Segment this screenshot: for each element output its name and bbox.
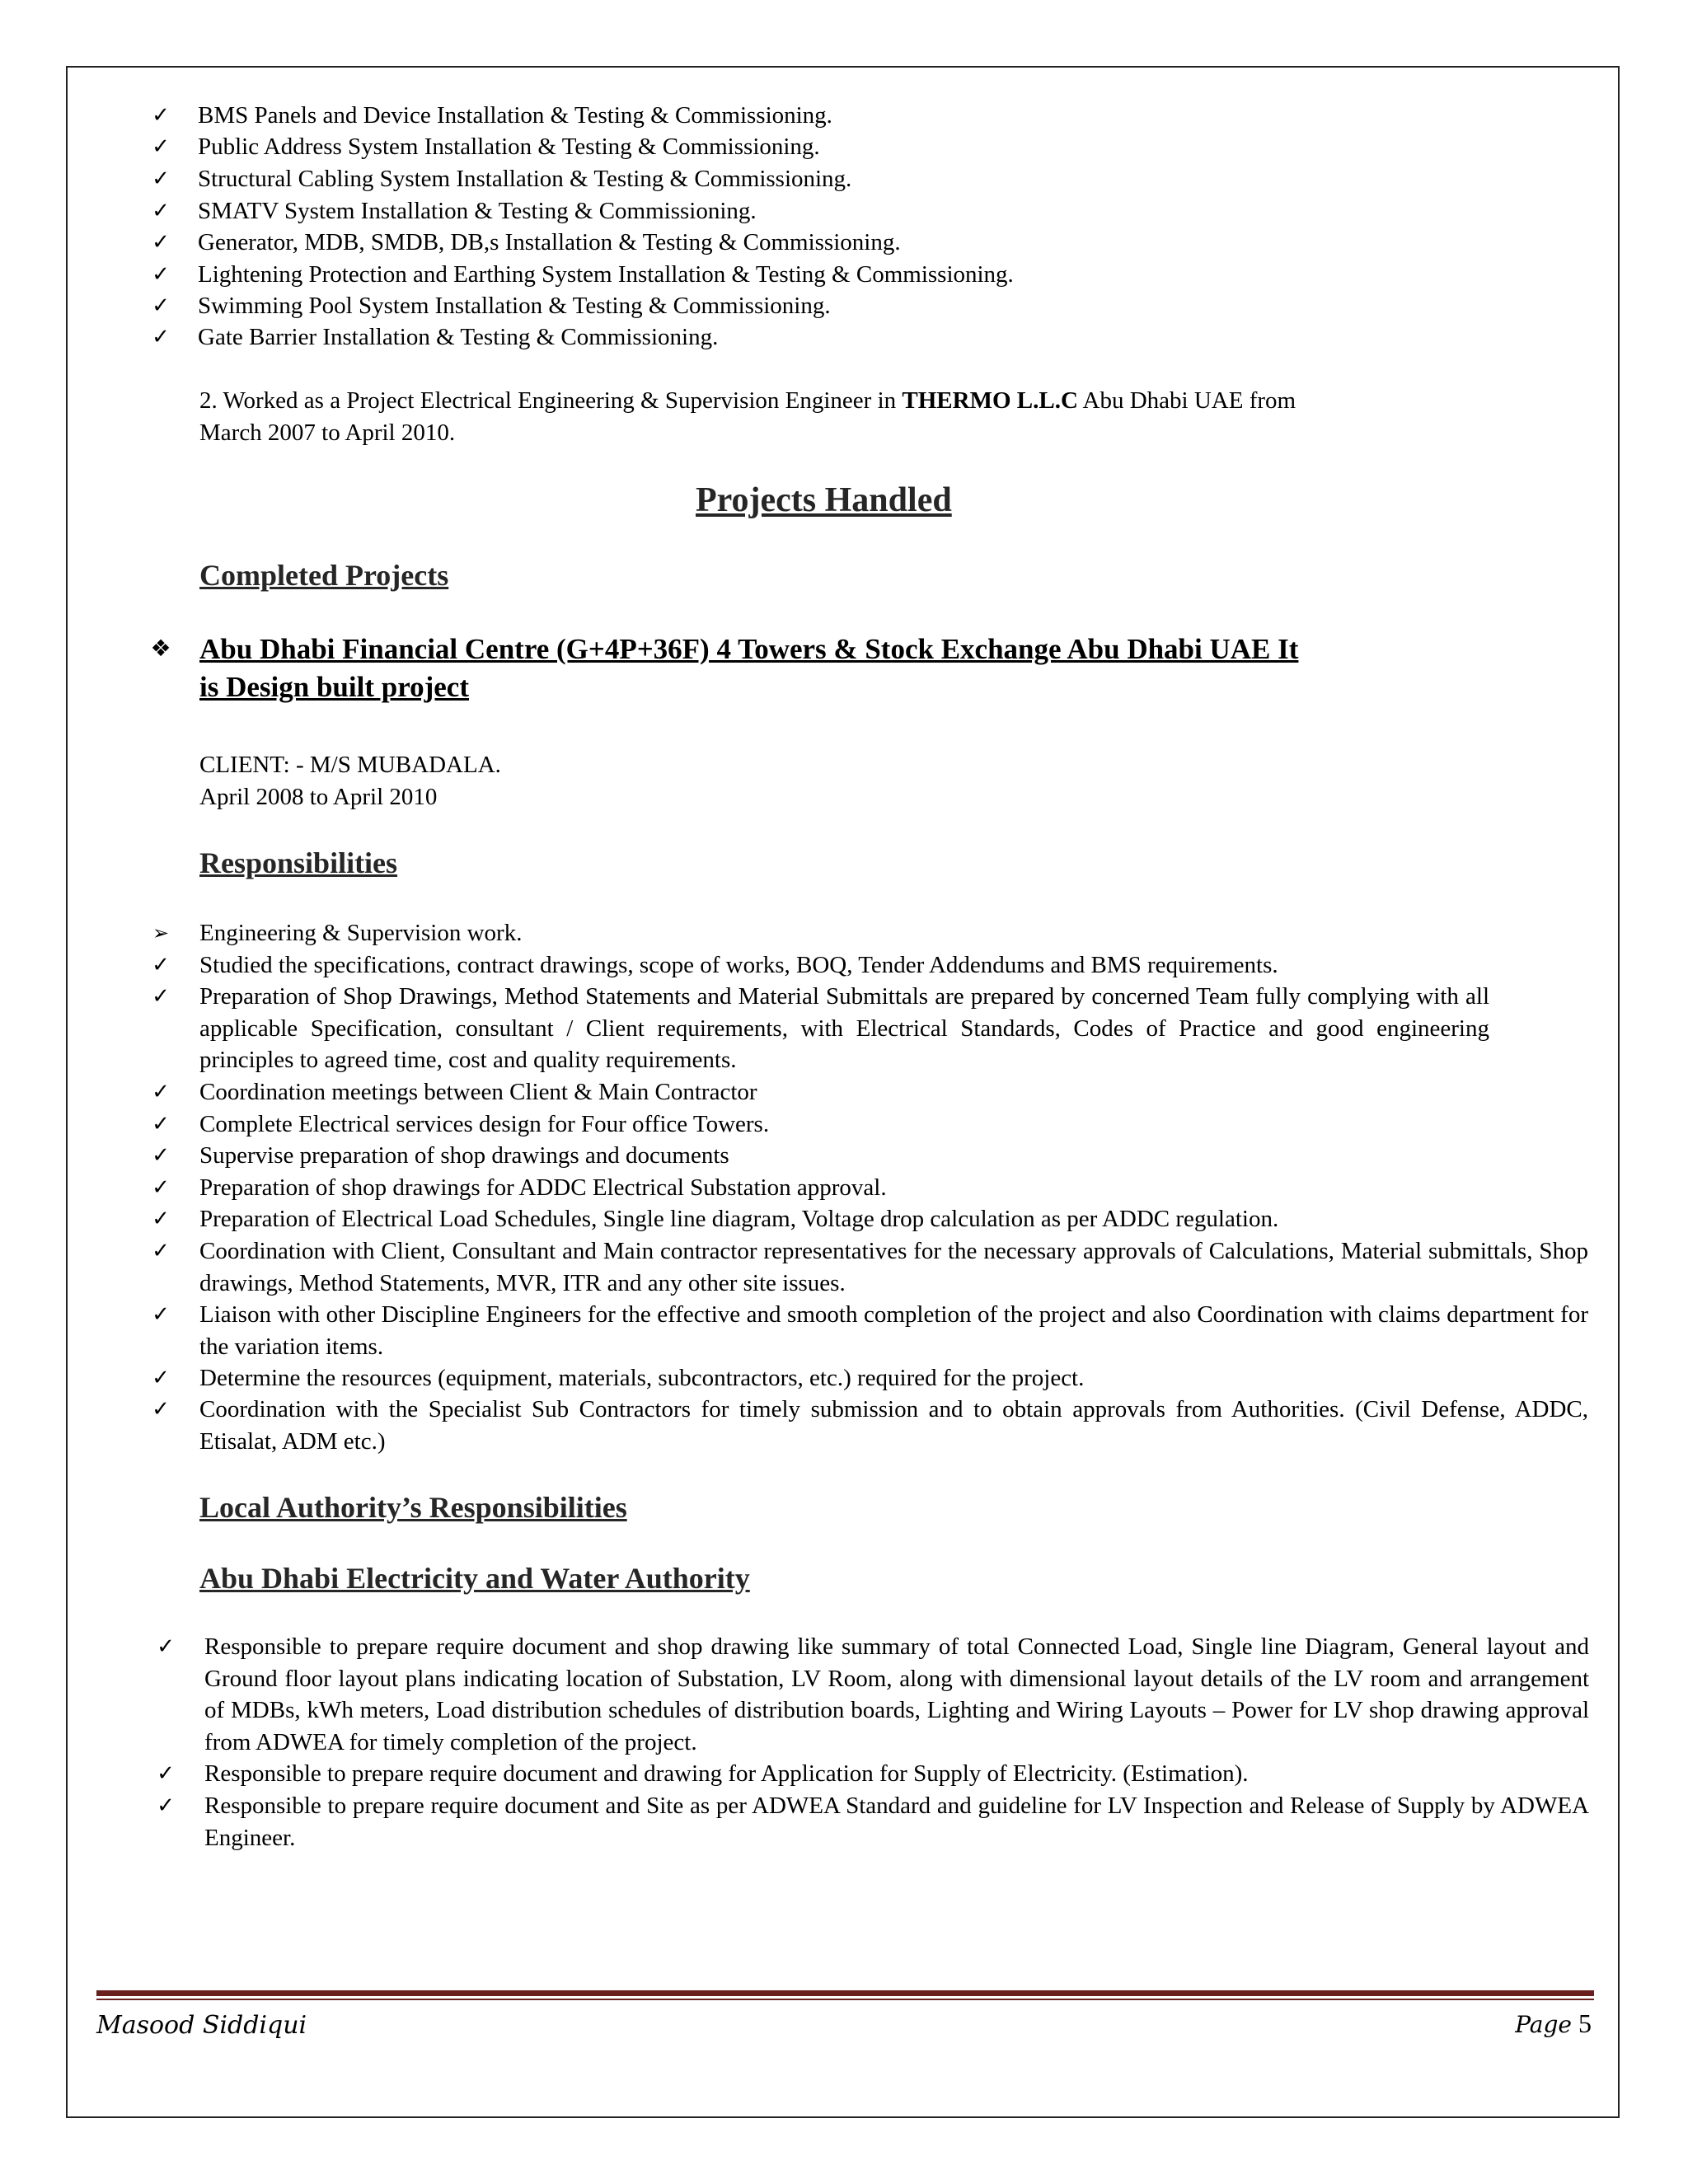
check-icon xyxy=(148,1140,173,1171)
completed-projects-heading: Completed Projects xyxy=(199,559,449,592)
employment-company: THERMO L.L.C xyxy=(902,387,1078,414)
check-icon xyxy=(148,981,173,1012)
check-icon xyxy=(148,163,173,194)
project-period: April 2008 to April 2010 xyxy=(199,784,438,810)
check-icon xyxy=(148,321,173,353)
check-icon xyxy=(148,131,173,162)
employment-line xyxy=(199,385,1296,416)
footer-page-value: 5 xyxy=(1578,2008,1592,2038)
checklist-item: Lightening Protection and Earthing System Installation & Testing & Commissioning. xyxy=(198,261,1014,288)
checklist-item: Gate Barrier Installation & Testing & Commissioning. xyxy=(198,324,719,350)
check-icon xyxy=(148,1076,173,1108)
check-icon xyxy=(148,259,173,290)
responsibilities-heading: Responsibilities xyxy=(199,846,398,879)
project-title xyxy=(199,630,1481,706)
authority-item: Responsible to prepare require document and drawing for Application for Supply of Electricity. (Estimation). xyxy=(204,1760,1249,1787)
project-title-line: is Design built project xyxy=(199,671,469,703)
footer-author-name: Masood Siddiqui xyxy=(96,2011,307,2040)
responsibility-item: Engineering & Supervision work. xyxy=(199,920,523,946)
responsibility-item: Supervise preparation of shop drawings and documents xyxy=(199,1142,729,1169)
checklist-item: Generator, MDB, SMDB, DB,s Installation & Testing & Commissioning. xyxy=(198,229,901,255)
arrow-bullet-icon xyxy=(148,917,173,949)
check-icon xyxy=(153,1631,178,1662)
checklist-item: Swimming Pool System Installation & Testing & Commissioning. xyxy=(198,293,831,319)
check-icon xyxy=(148,100,173,131)
check-icon xyxy=(148,1108,173,1140)
project-title-line: Abu Dhabi Financial Centre (G+4P+36F) 4 Towers & Stock Exchange Abu Dhabi UAE It xyxy=(199,633,1299,665)
responsibility-item: Liaison with other Discipline Engineers for the effective and smooth completion of the project and also Coordination with claims department for the variation items. xyxy=(199,1301,1588,1360)
check-icon xyxy=(148,1299,173,1330)
responsibility-item: Complete Electrical services design for Four office Towers. xyxy=(199,1111,770,1137)
check-icon xyxy=(148,1394,173,1425)
check-icon xyxy=(153,1758,178,1789)
checklist-item: Public Address System Installation & Testing & Commissioning. xyxy=(198,134,820,160)
checklist-item: Structural Cabling System Installation & Testing & Commissioning. xyxy=(198,166,852,192)
check-icon xyxy=(148,290,173,321)
responsibility-item: Coordination with the Specialist Sub Contractors for timely submission and to obtain approvals from Authorities. (Civil Defense, ADDC, Etisalat, ADM etc.) xyxy=(199,1396,1588,1455)
responsibility-item: Preparation of Electrical Load Schedules, Single line diagram, Voltage drop calculation as per ADDC regulation. xyxy=(199,1206,1279,1232)
check-icon xyxy=(148,195,173,227)
responsibility-item: Coordination with Client, Consultant and Main contractor representatives for the necessary approvals of Calculations, Material submittals, Shop drawings, Method Statements, MVR, ITR and any other site issues. xyxy=(199,1238,1588,1296)
footer-page-label: Page xyxy=(1515,2011,1572,2038)
footer-rule-thin xyxy=(96,1999,1594,2000)
project-client: CLIENT: - M/S MUBADALA. xyxy=(199,752,501,778)
diamond-bullet-icon xyxy=(148,633,173,665)
employment-prefix: 2. Worked as a Project Electrical Engineering & Supervision Engineer in xyxy=(199,387,903,414)
responsibility-item: Preparation of Shop Drawings, Method Statements and Material Submittals are prepared by concerned Team fully complying with all applicable Specification, consultant / Client requirements, with Electrical Standards, Codes of Practice and good engineering principles to agreed time, cost and quality requirements. xyxy=(199,983,1489,1073)
footer-rule xyxy=(96,1990,1594,1996)
checklist-item: SMATV System Installation & Testing & Commissioning. xyxy=(198,198,757,224)
local-authority-heading: Local Authority’s Responsibilities xyxy=(199,1491,627,1524)
authority-name-heading: Abu Dhabi Electricity and Water Authority xyxy=(199,1562,750,1595)
check-icon xyxy=(148,949,173,981)
check-icon xyxy=(153,1790,178,1821)
responsibility-item: Determine the resources (equipment, materials, subcontractors, etc.) required for the project. xyxy=(199,1365,1085,1391)
section-title: Projects Handled xyxy=(696,481,952,519)
check-icon xyxy=(148,227,173,258)
check-icon xyxy=(148,1362,173,1394)
footer-page-number xyxy=(1515,2008,1592,2039)
employment-period: March 2007 to April 2010. xyxy=(199,419,456,446)
employment-suffix: Abu Dhabi UAE from xyxy=(1077,387,1296,414)
responsibility-item: Preparation of shop drawings for ADDC Electrical Substation approval. xyxy=(199,1174,887,1201)
authority-item: Responsible to prepare require document and Site as per ADWEA Standard and guideline for LV Inspection and Release of Supply by ADWEA Engineer. xyxy=(204,1793,1589,1851)
check-icon xyxy=(148,1203,173,1235)
responsibility-item: Coordination meetings between Client & Main Contractor xyxy=(199,1079,757,1105)
check-icon xyxy=(148,1235,173,1267)
authority-item: Responsible to prepare require document and shop drawing like summary of total Connected Load, Single line Diagram, General layout and Ground floor layout plans indicating location of Substation, LV Room, along with dimensional layout details of the LV room and arrangement of MDBs, kWh meters, Load distribution schedules of distribution boards, Lighting and Wiring Layouts – Power for LV shop drawing approval from ADWEA for timely completion of the project. xyxy=(204,1633,1589,1755)
check-icon xyxy=(148,1172,173,1203)
responsibility-item: Studied the specifications, contract drawings, scope of works, BOQ, Tender Addendums and BMS requirements. xyxy=(199,952,1278,978)
checklist-item: BMS Panels and Device Installation & Testing & Commissioning. xyxy=(198,102,832,129)
